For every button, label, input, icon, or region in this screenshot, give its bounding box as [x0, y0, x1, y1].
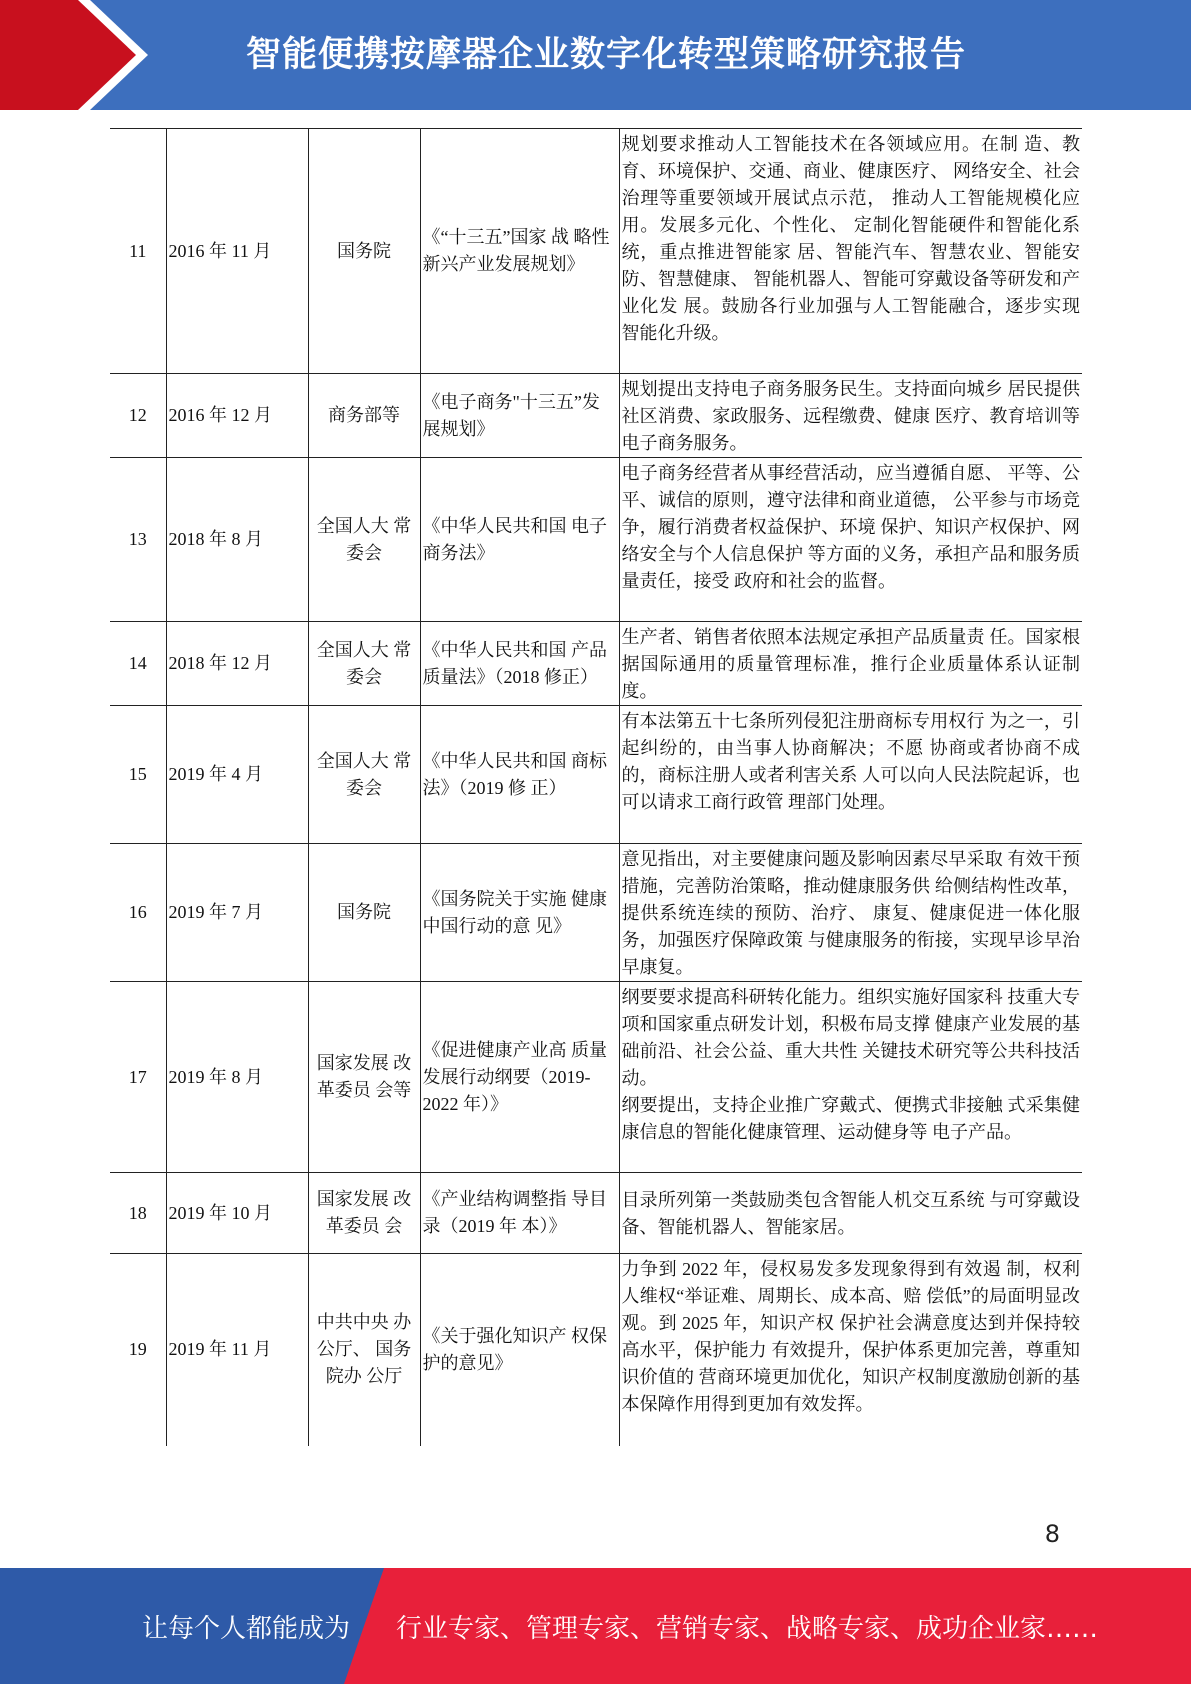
- policy-content: 有本法第五十七条所列侵犯注册商标专用权行 为之一，引起纠纷的，由当事人协商解决；不愿 协商或者协商不成的，商标注册人或者利害关系 人可以向人民法院起诉，也可以请求工商行政管 理部门处理。: [619, 706, 1082, 844]
- row-number: 16: [110, 844, 166, 982]
- page-header: [0, 0, 1191, 110]
- table-row: [110, 982, 1082, 1173]
- policy-content: 规划提出支持电子商务服务民生。支持面向城乡 居民提供社区消费、家政服务、远程缴费、健康 医疗、教育培训等电子商务服务。: [619, 374, 1082, 458]
- policy-content: 意见指出，对主要健康问题及影响因素尽早采取 有效干预措施，完善防治策略，推动健康服务供 给侧结构性改革，提供系统连续的预防、治疗、 康复、健康促进一体化服务，加强医疗保障政策 与健康服务的衔接，实现早诊早治早康复。: [619, 844, 1082, 982]
- document-title: 《中华人民共和国 产品质量法》（2018 修正）: [420, 622, 619, 706]
- issue-date: 2019 年 4 月: [166, 706, 308, 844]
- document-title: 《促进健康产业高 质量发展行动纲要（2019-2022 年）》: [420, 982, 619, 1173]
- table-row: [110, 129, 1082, 374]
- table-row: [110, 706, 1082, 844]
- policy-content: 规划要求推动人工智能技术在各领域应用。在制 造、教育、环境保护、交通、商业、健康医疗、 网络安全、社会治理等重要领域开展试点示范， 推动人工智能规模化应用。发展多元化、个性化、 定制化智能硬件和智能化系统，重点推进智能家 居、智能汽车、智慧农业、智能安防、智慧健康、 智能机器人、智能可穿戴设备等研发和产业化发 展。鼓励各行业加强与人工智能融合，逐步实现 智能化升级。: [619, 129, 1082, 374]
- issue-date: 2016 年 11 月: [166, 129, 308, 374]
- issue-date: 2019 年 11 月: [166, 1254, 308, 1446]
- issue-date: 2019 年 7 月: [166, 844, 308, 982]
- issuing-department: 国务院: [308, 844, 420, 982]
- issue-date: 2019 年 8 月: [166, 982, 308, 1173]
- report-title: 智能便携按摩器企业数字化转型策略研究报告: [246, 35, 967, 75]
- document-title: 《产业结构调整指 导目录（2019 年 本）》: [420, 1173, 619, 1254]
- issue-date: 2018 年 12 月: [166, 622, 308, 706]
- header-arrow-decoration: [0, 0, 150, 110]
- row-number: 17: [110, 982, 166, 1173]
- policy-content: 纲要要求提高科研转化能力。组织实施好国家科 技重大专项和国家重点研发计划，积极布局支撑 健康产业发展的基础前沿、社会公益、重大共性 关键技术研究等公共科技活动。 纲要提出，支持企业推广穿戴式、便携式非接触 式采集健康信息的智能化健康管理、运动健身等 电子产品。: [619, 982, 1082, 1173]
- document-title: 《“十三五”国家 战 略性新兴产业发展规划》: [420, 129, 619, 374]
- document-title: 《电子商务"十三五”发展规划》: [420, 374, 619, 458]
- document-title: 《国务院关于实施 健康中国行动的意 见》: [420, 844, 619, 982]
- issue-date: 2019 年 10 月: [166, 1173, 308, 1254]
- document-title: 《关于强化知识产 权保护的意见》: [420, 1254, 619, 1446]
- table-row: [110, 1173, 1082, 1254]
- row-number: 13: [110, 458, 166, 622]
- policy-table: [110, 128, 1082, 1446]
- table-row: [110, 844, 1082, 982]
- row-number: 14: [110, 622, 166, 706]
- table-row: [110, 458, 1082, 622]
- issue-date: 2018 年 8 月: [166, 458, 308, 622]
- page-number: 8: [1044, 1520, 1060, 1548]
- table-row: [110, 622, 1082, 706]
- issuing-department: 全国人大 常委会: [308, 706, 420, 844]
- footer-slogan-left: 让每个人都能成为: [142, 1614, 351, 1644]
- policy-content: 目录所列第一类鼓励类包含智能人机交互系统 与可穿戴设备、智能机器人、智能家居。: [619, 1173, 1082, 1254]
- document-title: 《中华人民共和国 商标法》（2019 修 正）: [420, 706, 619, 844]
- policy-content: 生产者、销售者依照本法规定承担产品质量责 任。国家根据国际通用的质量管理标准，推行企业质量体系认证制度。: [619, 622, 1082, 706]
- issuing-department: 中共中央 办公厅、 国务院办 公厅: [308, 1254, 420, 1446]
- row-number: 19: [110, 1254, 166, 1446]
- table-row: [110, 1254, 1082, 1446]
- issuing-department: 国家发展 改革委员 会: [308, 1173, 420, 1254]
- issuing-department: 国家发展 改革委员 会等: [308, 982, 420, 1173]
- policy-content: 电子商务经营者从事经营活动，应当遵循自愿、 平等、公平、诚信的原则，遵守法律和商业道德， 公平参与市场竞争，履行消费者权益保护、环境 保护、知识产权保护、网络安全与个人信息保护 等方面的义务，承担产品和服务质量责任，接受 政府和社会的监督。: [619, 458, 1082, 622]
- issue-date: 2016 年 12 月: [166, 374, 308, 458]
- issuing-department: 全国人大 常委会: [308, 622, 420, 706]
- page-footer: [0, 1568, 1191, 1684]
- row-number: 11: [110, 129, 166, 374]
- issuing-department: 全国人大 常委会: [308, 458, 420, 622]
- issuing-department: 商务部等: [308, 374, 420, 458]
- document-title: 《中华人民共和国 电子商务法》: [420, 458, 619, 622]
- table-row: [110, 374, 1082, 458]
- issuing-department: 国务院: [308, 129, 420, 374]
- row-number: 15: [110, 706, 166, 844]
- row-number: 18: [110, 1173, 166, 1254]
- row-number: 12: [110, 374, 166, 458]
- footer-slogan-right: 行业专家、管理专家、营销专家、战略专家、成功企业家……: [396, 1614, 1099, 1644]
- policy-content: 力争到 2022 年，侵权易发多发现象得到有效遏 制，权利人维权“举证难、周期长、成本高、赔 偿低”的局面明显改观。到 2025 年，知识产权 保护社会满意度达到并保持较高水平，保护能力 有效提升，保护体系更加完善，尊重知识价值的 营商环境更加优化，知识产权制度激励创新的基 本保障作用得到更加有效发挥。: [619, 1254, 1082, 1446]
